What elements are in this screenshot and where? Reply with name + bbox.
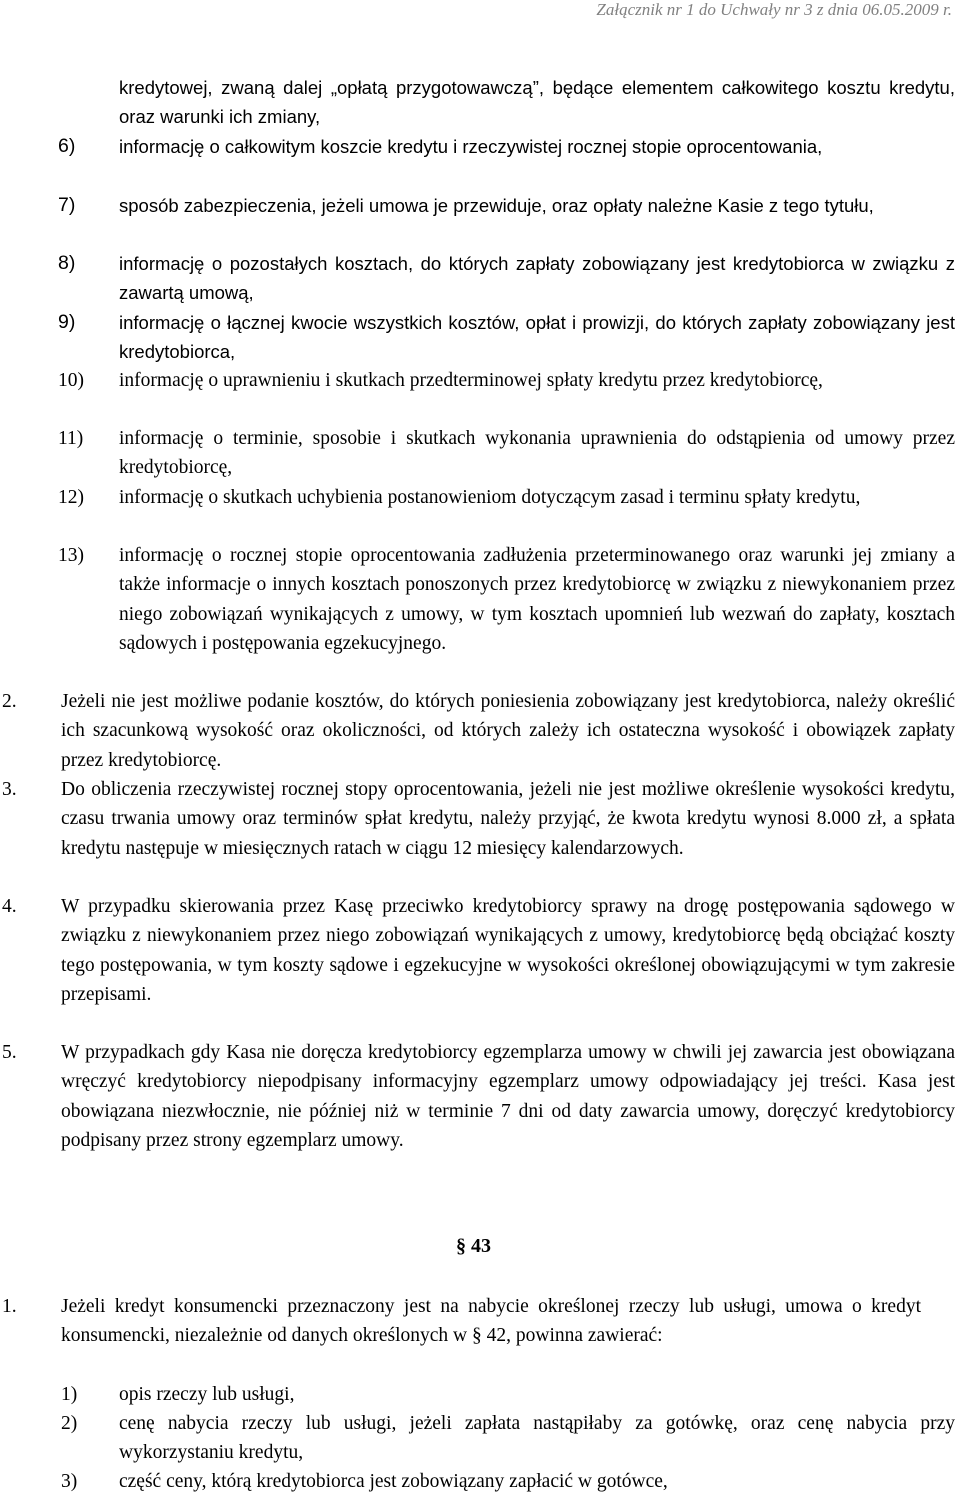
page-header: Załącznik nr 1 do Uchwały nr 3 z dnia 06.05.2009 r. [596, 0, 952, 19]
item-number: 10) [58, 370, 84, 391]
paragraph: W przypadkach gdy Kasa nie doręcza kredytobiorcy egzemplarza umowy w chwili jej zawarcia jest obowiązana wręczyć kredytobiorcy niepodpisany informacyjny egzemplarz umowy odpowiadający jej treści. Kasa jest obowiązana niezwłocznie, nie później niż w terminie 7 dni od daty zawarcia umowy, doręczyć kredytobiorcy podpisany przez strony egzemplarz umowy. [61, 1042, 955, 1151]
continued-text: kredytowej, zwaną dalej „opłatą przygotowawczą”, będące elementem całkowitego kosztu kredytu, oraz warunki ich zmiany, [119, 77, 955, 128]
list-item: opis rzeczy lub usługi, [119, 1384, 295, 1405]
list-item: informację o terminie, sposobie i skutkach wykonania uprawnienia do odstąpienia od umowy przez kredytobiorcę, [119, 428, 955, 479]
list-item: informację o uprawnieniu i skutkach przedterminowej spłaty kredytu przez kredytobiorcę, [119, 370, 823, 391]
list-item: informację o pozostałych kosztach, do których zapłaty zobowiązany jest kredytobiorca w związku z zawartą umową, [119, 253, 955, 304]
item-number: 3) [61, 1471, 78, 1492]
item-number: 2) [61, 1413, 78, 1434]
list-item: cenę nabycia rzeczy lub usługi, jeżeli zapłata nastąpiłaby za gotówkę, oraz cenę nabycia przy wykorzystaniu kredytu, [119, 1413, 955, 1464]
list-item: część ceny, którą kredytobiorca jest zobowiązany zapłacić w gotówce, [119, 1471, 668, 1492]
list-item: informację o łącznej kwocie wszystkich kosztów, opłat i prowizji, do których zapłaty zobowiązany jest kredytobiorca, [119, 312, 955, 363]
item-number: 8) [58, 252, 76, 274]
paragraph-number: 2. [2, 691, 17, 712]
paragraph: W przypadku skierowania przez Kasę przeciwko kredytobiorcy sprawy na drogę postępowania sądowego w związku z niewykonaniem przez niego zobowiązań wynikających z umowy, kredytobiorcę będą obciążać koszty tego postępowania, w tym koszty sądowe i egzekucyjne w wysokości określonej obowiązującymi w tym zakresie przepisami. [61, 896, 955, 1005]
list-item: informację o rocznej stopie oprocentowania zadłużenia przeterminowanego oraz warunki jej zmiany a także informacje o innych kosztach ponoszonych przez kredytobiorcę w związku z niewykonaniem przez niego zobowiązań wynikających z umowy, w tym kosztach upomnień lub wezwań do zapłaty, kosztach sądowych i postępowania egzekucyjnego. [119, 545, 955, 654]
item-number: 11) [58, 428, 84, 449]
paragraph-number: 1. [2, 1296, 17, 1317]
item-number: 6) [58, 135, 76, 157]
item-number: 7) [58, 194, 76, 216]
item-number: 12) [58, 487, 84, 508]
paragraph: Jeżeli kredyt konsumencki przeznaczony jest na nabycie określonej rzeczy lub usługi, umowa o kredyt konsumencki, niezależnie od danych określonych w § 42, powinna zawierać: [61, 1296, 921, 1347]
paragraph-number: 3. [2, 779, 17, 800]
paragraph-number: 4. [2, 896, 17, 917]
paragraph: Jeżeli nie jest możliwe podanie kosztów, do których poniesienia zobowiązany jest kredytobiorca, należy określić ich szacunkową wysokość oraz okoliczności, od których zależy ich ostateczna wysokość i obowiązek zapłaty przez kredytobiorcę. [61, 691, 955, 771]
item-number: 9) [58, 311, 76, 333]
paragraph: Do obliczenia rzeczywistej rocznej stopy oprocentowania, jeżeli nie jest możliwe określenie wysokości kredytu, czasu trwania umowy oraz terminów spłat kredytu, należy przyjąć, że kwota kredytu wynosi 8.000 zł, a spłata kredytu następuje w miesięcznych ratach w ciągu 12 miesięcy kalendarzowych. [61, 779, 955, 859]
paragraph-number: 5. [2, 1042, 17, 1063]
item-number: 1) [61, 1384, 78, 1405]
section-heading: § 43 [456, 1235, 491, 1257]
list-item: informację o całkowitym koszcie kredytu i rzeczywistej rocznej stopie oprocentowania, [119, 136, 823, 157]
list-item: informację o skutkach uchybienia postanowieniom dotyczącym zasad i terminu spłaty kredytu, [119, 487, 861, 508]
item-number: 13) [58, 545, 84, 566]
list-item: sposób zabezpieczenia, jeżeli umowa je przewiduje, oraz opłaty należne Kasie z tego tytułu, [119, 195, 874, 216]
